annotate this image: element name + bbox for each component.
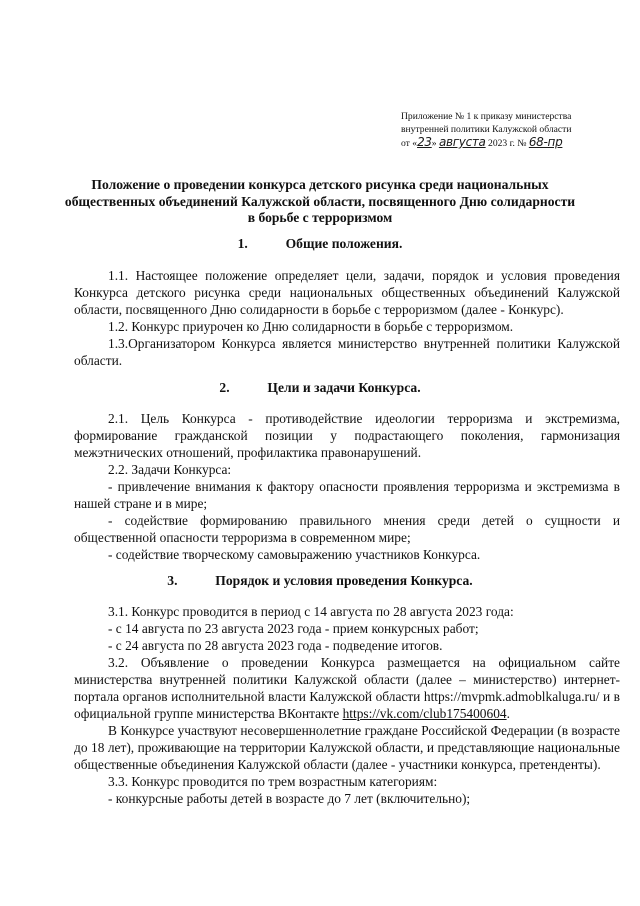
date-prefix: от « [401,138,418,149]
paragraph-3-3: 3.3. Конкурс проводится по трем возрастным категориям: [108,774,438,789]
date-month-handwritten: августа [438,135,486,149]
section-3-title: Порядок и условия проведения Конкурса. [215,573,473,588]
appendix-line-1: Приложение № 1 к приказу министерства [401,111,572,122]
date-day-handwritten: 23 [417,135,432,149]
paragraph-2-1: 2.1. Цель Конкурса - противодействие идеологии терроризма и экстремизма, формирование гражданской позиции у подрастающего поколения, гармонизация межэтнических отношений, профилактика правонарушений. [74,411,620,460]
document-title: Положение о проведении конкурса детского рисунка среди национальных общественных объединений Калужской области, посвященного Дню солидарности в борьбе с терроризмом [64,177,576,225]
section-2-heading [60,380,580,396]
paragraph-1-3: 1.3.Организатором Конкурса является министерство внутренней политики Калужской области. [74,336,620,368]
section-3-body [74,603,620,807]
section-3-heading [60,573,580,589]
section-3-number: 3. [167,573,178,588]
paragraph-participants: В Конкурсе участвуют несовершеннолетние граждане Российской Федерации (в возрасте до 18 лет), проживающие на территории Калужской области, и представляющие национальные общественные объединения Калужской области (далее - участники конкурса, претенденты). [74,723,620,772]
paragraph-3-1a: - с 14 августа по 23 августа 2023 года - прием конкурсных работ; [108,621,479,636]
paragraph-2-4: - содействие формированию правильного мнения среди детей о сущности и общественной опасности терроризма в современном мире; [74,513,620,545]
date-year: 2023 г. № [488,138,527,149]
vk-group-link[interactable]: https://vk.com/club175400604 [342,706,507,721]
section-2-title: Цели и задачи Конкурса. [267,380,421,395]
paragraph-2-2: 2.2. Задачи Конкурса: [108,462,232,477]
paragraph-3-1: 3.1. Конкурс проводится в период с 14 августа по 28 августа 2023 года: [108,604,514,619]
paragraph-2-5: - содействие творческому самовыражению участников Конкурса. [108,547,481,562]
paragraph-1-1: 1.1. Настоящее положение определяет цели, задачи, порядок и условия проведения Конкурса детского рисунка среди национальных общественных объединений Калужской области, посвященного Дню солидарности в борьбе с терроризмом (далее - Конкурс). [74,268,620,317]
paragraph-3-2-end: . [506,706,510,721]
paragraph-3-1b: - с 24 августа по 28 августа 2023 года - подведение итогов. [108,638,443,653]
order-number-handwritten: 68-пр [528,135,563,149]
section-2-body [74,410,620,563]
appendix-header [401,110,631,150]
paragraph-3-3-item-1: - конкурсные работы детей в возрасте до 7 лет (включительно); [108,791,471,806]
section-1-number: 1. [237,236,248,251]
section-2-number: 2. [219,380,230,395]
paragraph-3-2-text: 3.2. Объявление о проведении Конкурса размещается на официальном сайте министерства внутренней политики Калужской области (далее – министерство) интернет-портала органов исполнительной власти Калужской области https://mvpmk.admoblkaluga.ru/ и в официальной группе министерства ВКонтакте [74,655,620,721]
appendix-date-line: от «23» августа 2023 г. № 68-пр [401,135,563,149]
paragraph-1-2: 1.2. Конкурс приурочен ко Дню солидарности в борьбе с терроризмом. [108,319,514,334]
paragraph-2-3: - привлечение внимания к фактору опасности проявления терроризма и экстремизма в нашей стране и в мире; [74,479,620,511]
section-1-heading [60,236,580,252]
appendix-line-2: внутренней политики Калужской области [401,124,572,135]
section-1-body [74,267,620,369]
paragraph-3-2 [74,654,620,722]
section-1-title: Общие положения. [285,236,403,251]
